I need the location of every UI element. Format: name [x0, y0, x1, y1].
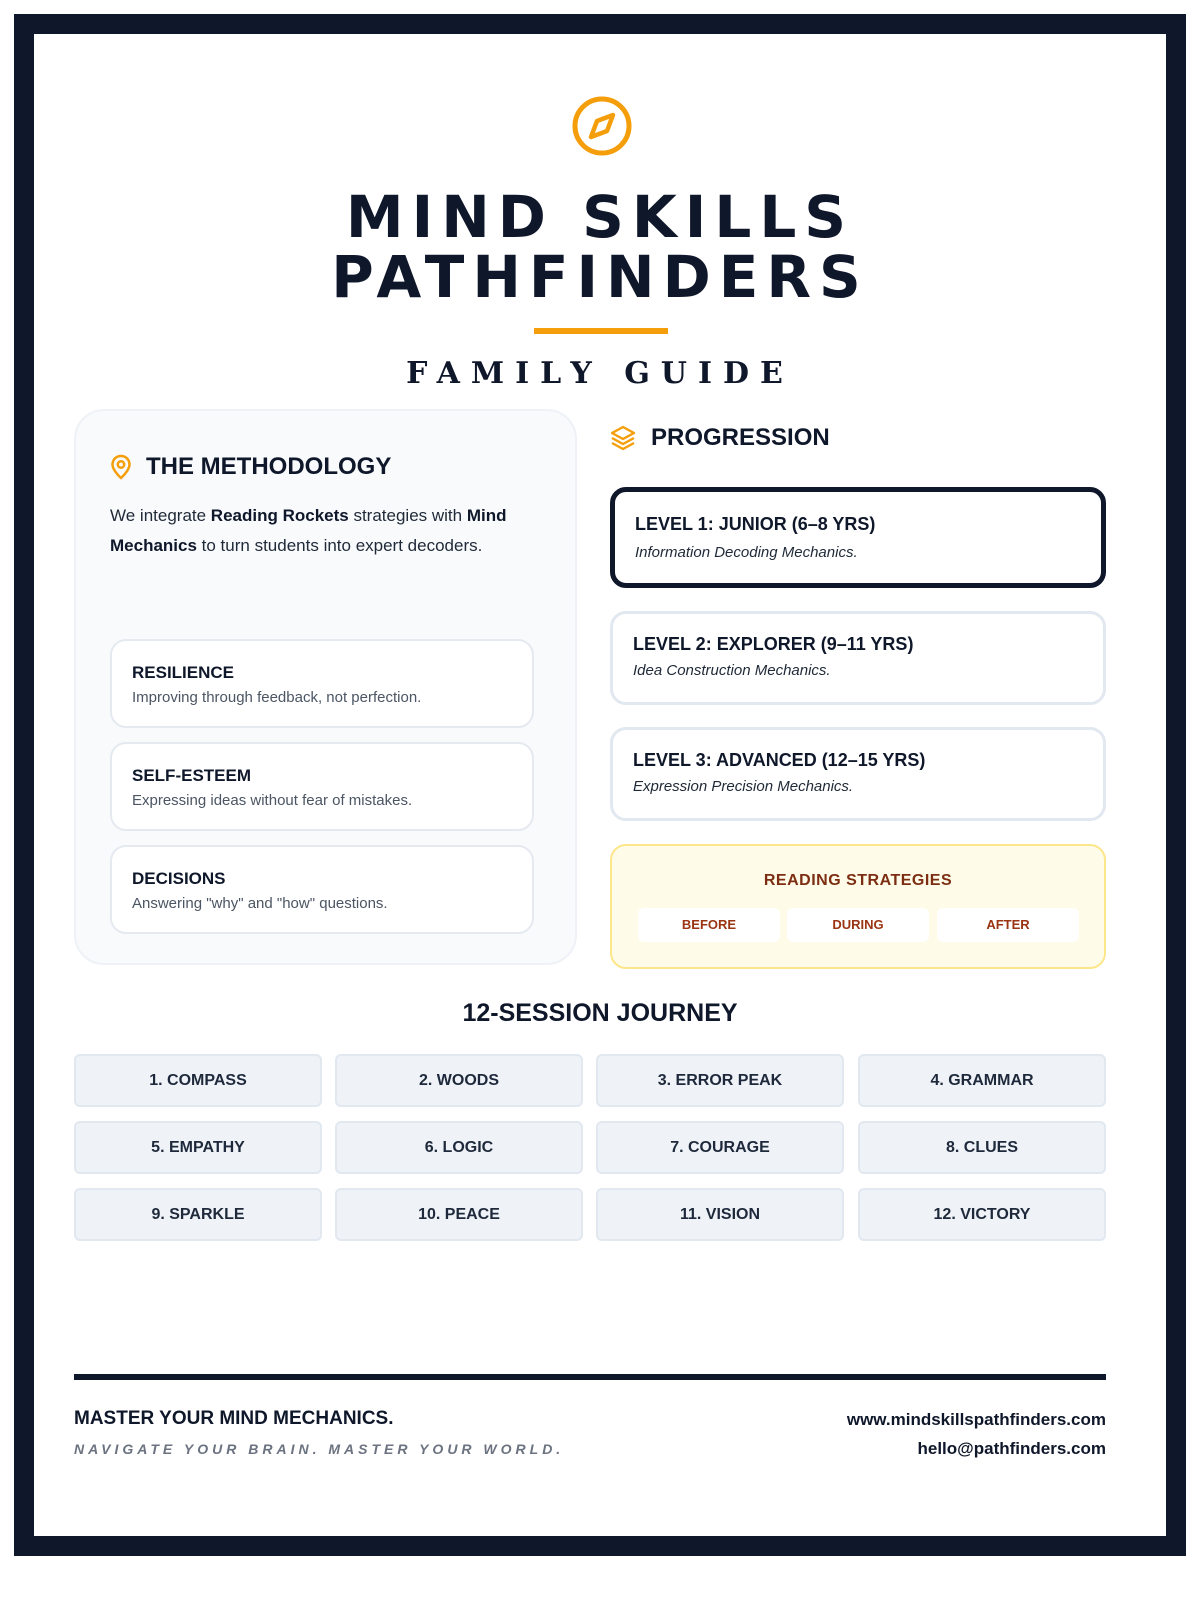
methodology-card — [74, 409, 577, 965]
methodology-intro — [110, 501, 530, 561]
level-name: LEVEL 2: EXPLORER (9–11 YRS) — [633, 634, 914, 654]
intro-bold-mind-mechanics: Mind Mechanics — [110, 506, 507, 555]
reading-strategies-box — [610, 844, 1106, 969]
intro-text: strategies with — [348, 506, 467, 525]
session-tile: 9. SPARKLE — [74, 1188, 322, 1241]
trait-card-self-esteem — [110, 742, 534, 831]
layers-icon — [609, 424, 637, 452]
accent-divider — [534, 328, 668, 334]
page-frame — [14, 14, 1186, 1556]
level-name: LEVEL 3: ADVANCED (12–15 YRS) — [633, 750, 926, 770]
compass-icon — [571, 95, 633, 157]
trait-desc: Improving through feedback, not perfection. — [132, 689, 422, 706]
level-card-advanced — [610, 727, 1106, 821]
progression-heading — [609, 424, 830, 452]
trait-card-resilience — [110, 639, 534, 728]
session-tile: 4. GRAMMAR — [858, 1054, 1106, 1107]
title-line-1: MIND SKILLS — [345, 183, 855, 251]
session-tile: 10. PEACE — [335, 1188, 583, 1241]
session-tile: 2. WOODS — [335, 1054, 583, 1107]
trait-name: RESILIENCE — [132, 663, 235, 682]
page-subtitle: FAMILY GUIDE — [406, 356, 794, 391]
email-link[interactable]: hello@pathfinders.com — [917, 1439, 1106, 1458]
session-tile: 8. CLUES — [858, 1121, 1106, 1174]
level-card-junior — [610, 487, 1106, 588]
level-name: LEVEL 1: JUNIOR (6–8 YRS) — [635, 514, 876, 534]
footer-divider — [74, 1374, 1106, 1380]
journey-title: 12-SESSION JOURNEY — [462, 999, 738, 1027]
session-tile: 11. VISION — [596, 1188, 844, 1241]
intro-bold-reading-rockets: Reading Rockets — [210, 506, 349, 525]
session-tile: 5. EMPATHY — [74, 1121, 322, 1174]
trait-name: SELF-ESTEEM — [132, 766, 252, 785]
page-content — [34, 34, 1166, 1536]
strategy-chip-after: AFTER — [937, 908, 1079, 942]
intro-text: to turn students into expert decoders. — [196, 536, 483, 555]
intro-text: We integrate — [110, 506, 211, 525]
map-pin-icon — [110, 454, 132, 480]
progression-title: PROGRESSION — [651, 424, 830, 451]
strategy-chip-before: BEFORE — [638, 908, 780, 942]
session-tile: 3. ERROR PEAK — [596, 1054, 844, 1107]
trait-desc: Answering "why" and "how" questions. — [132, 895, 388, 912]
trait-name: DECISIONS — [132, 869, 226, 888]
trait-card-decisions — [110, 845, 534, 934]
session-tile: 6. LOGIC — [335, 1121, 583, 1174]
strategies-title: READING STRATEGIES — [763, 872, 953, 889]
footer-tagline: MASTER YOUR MIND MECHANICS. — [74, 1408, 394, 1429]
trait-desc: Expressing ideas without fear of mistakes. — [132, 792, 413, 809]
session-tile: 1. COMPASS — [74, 1054, 322, 1107]
methodology-heading — [110, 453, 391, 481]
session-tile: 7. COURAGE — [596, 1121, 844, 1174]
level-card-explorer — [610, 611, 1106, 705]
methodology-title: THE METHODOLOGY — [146, 453, 392, 480]
website-link[interactable]: www.mindskillspathfinders.com — [846, 1410, 1106, 1429]
level-desc: Information Decoding Mechanics. — [635, 544, 858, 561]
session-tile: 12. VICTORY — [858, 1188, 1106, 1241]
strategy-chip-during: DURING — [787, 908, 929, 942]
title-line-2: PATHFINDERS — [331, 243, 869, 311]
level-desc: Expression Precision Mechanics. — [633, 778, 854, 795]
footer-motto: NAVIGATE YOUR BRAIN. MASTER YOUR WORLD. — [74, 1441, 565, 1457]
level-desc: Idea Construction Mechanics. — [633, 662, 831, 679]
